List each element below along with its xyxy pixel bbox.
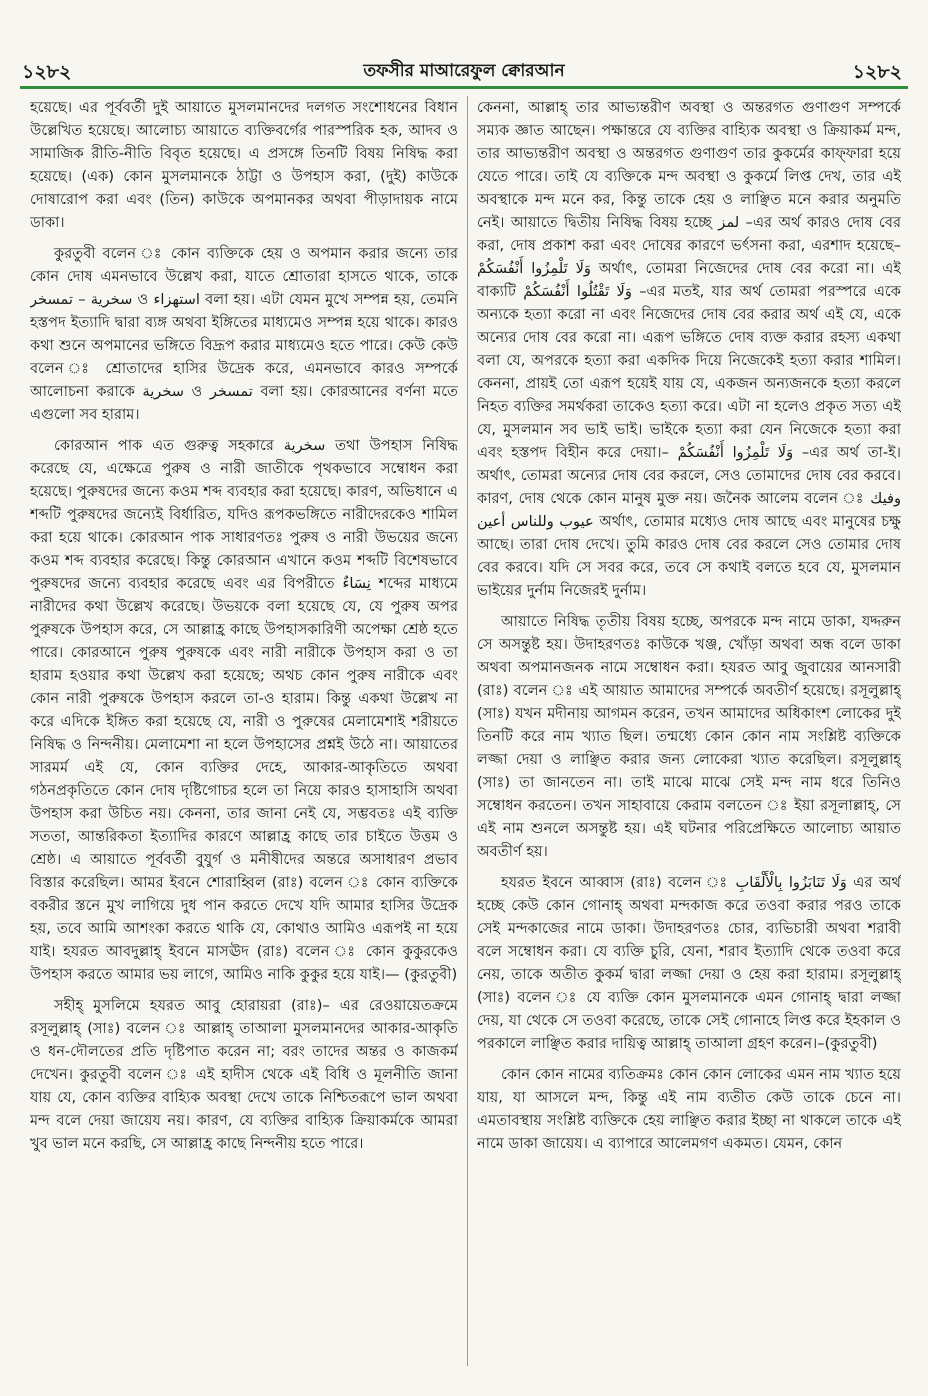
page-number-left: ১২৮২ [22, 61, 72, 83]
paragraph: আয়াতে নিষিদ্ধ তৃতীয় বিষয় হচ্ছে, অপরকে মন্দ নামে ডাকা, যদ্দরুন সে অসন্তুষ্ট হয়। উদাহরণতঃ কাউকে খঞ্জ, খোঁড়া অথবা অন্ধ বলে ডাকা অথবা অপমানজনক নামে সম্বোধন করা। হযরত আবু জুবায়ের আনসারী (রাঃ) বলেন ঃ এই আয়াত আমাদের সম্পর্কে অবতীর্ণ হয়েছে। রসূলুল্লাহ্ (সাঃ) যখন মদীনায় আগমন করেন, তখন আমাদের অধিকাংশ লোকের দুই তিনটি করে নাম খ্যাত ছিল। তন্মধ্যে কোন কোন নাম সংশ্লিষ্ট ব্যক্তিকে লজ্জা দেয়া ও লাঞ্ছিত করার জন্য লোকেরা খ্যাত করেছিল। রসূলুল্লাহ্ (সাঃ) তা জানতেন না। তাই মাঝে মাঝে সেই মন্দ নাম ধরে তিনিও সম্বোধন করতেন। তখন সাহাবায়ে কেরাম বলতেন ঃ ইয়া রসূলাল্লাহ্, সে এই নাম শুনলে অসন্তুষ্ট হয়। এই ঘটনার পরিপ্রেক্ষিতে আলোচ্য আয়াত অবতীর্ণ হয়। [477, 613, 901, 860]
paragraph: সহীহ্ মুসলিমে হযরত আবু হোরায়রা (রাঃ)– এর রেওয়ায়েতক্রমে রসূলুল্লাহ্ (সাঃ) বলেন ঃ আল্লাহ্ তাআলা মুসলমানদের আকার-আকৃতি ও ধন-দৌলতের প্রতি দৃষ্টিপাত করেন না; বরং তাদের অন্তর ও কাজকর্ম দেখেন। কুরতুবী বলেন ঃ এই হাদীস থেকে এই বিধি ও মূলনীতি জানা যায় যে, কোন ব্যক্তির বাহ্যিক অবস্থা দেখে তাকে নিশ্চিতরূপে ভাল অথবা মন্দ বলে দেয়া জায়েয নয়। কারণ, যে ব্যক্তির বাহ্যিক ক্রিয়াকর্মকে আমরা খুব ভাল মনে করছি, সে আল্লাহ্র কাছে নিন্দনীয় হতে পারে। [30, 997, 458, 1152]
right-column [477, 96, 901, 1378]
paragraph: হযরত ইবনে আব্বাস (রাঃ) বলেন ঃ وَلَا تَنَابَزُوا بِالْأَلْقَابِ এর অর্থ হচ্ছে কেউ কোন গোনাহ্ অথবা মন্দকাজ করে তওবা করার পরও তাকে সেই মন্দকাজের নামে ডাকা। উদাহরণতঃ চোর, ব্যভিচারী অথবা শরাবী বলে সম্বোধন করা। যে ব্যক্তি চুরি, যেনা, শরাব ইত্যাদি থেকে তওবা করে নেয়, তাকে অতীত কুকর্ম দ্বারা লজ্জা দেয়া ও হেয় করা হারাম। রসূলুল্লাহ্ (সাঃ) বলেন ঃ যে ব্যক্তি কোন মুসলমানকে এমন গোনাহ্ দ্বারা লজ্জা দেয়, যা থেকে সে তওবা করেছে, তাকে সেই গোনাহে লিপ্ত করে ইহকাল ও পরকালে লাঞ্ছিত করার দায়িত্ব আল্লাহ্ তাআলা গ্রহণ করেন।–(কুরতুবী) [477, 874, 901, 1052]
header-rule [20, 86, 908, 89]
left-column [30, 96, 458, 1378]
page-header [0, 0, 928, 90]
paragraph: হয়েছে। এর পূর্ববর্তী দুই আয়াতে মুসলমানদের দলগত সংশোধনের বিধান উল্লেখিত হয়েছে। আলোচ্য আয়াতে ব্যক্তিবর্গের পারস্পরিক হক, আদব ও সামাজিক রীতি-নীতি বিবৃত হয়েছে। এ প্রসঙ্গে তিনটি বিষয় নিষিদ্ধ করা হয়েছে। (এক) কোন মুসলমানকে ঠাট্টা ও উপহাস করা, (দুই) কাউকে দোষারোপ করা এবং (তিন) কাউকে অপমানকর অথবা পীড়াদায়ক নামে ডাকা। [30, 99, 458, 231]
page-number-right: ১২৮২ [852, 61, 902, 83]
paragraph: কেননা, আল্লাহ্ তার আভ্যন্তরীণ অবস্থা ও অন্তরগত গুণাগুণ সম্পর্কে সম্যক জ্ঞাত আছেন। পক্ষান্তরে যে ব্যক্তির বাহ্যিক অবস্থা ও ক্রিয়াকর্ম মন্দ, তার আভ্যন্তরীণ অবস্থা ও অন্তরগত গুণাগুণ তার কুকর্মের কাফ্ফারা হয়ে যেতে পারে। তাই যে ব্যক্তিকে মন্দ অবস্থা ও কুকর্মে লিপ্ত দেখ, তার এই অবস্থাকে মন্দ মনে কর, কিন্তু তাকে হেয় ও লাঞ্ছিত মনে করার অনুমতি নেই। আয়াতে দ্বিতীয় নিষিদ্ধ বিষয় হচ্ছে لمز –এর অর্থ কারও দোষ বের করা, দোষ প্রকাশ করা এবং দোষের কারণে ভর্ৎসনা করা, এরশাদ হয়েছে– وَلَا تَلْمِزُوا أَنْفُسَكُمْ অর্থাৎ, তোমরা নিজেদের দোষ বের করো না। এই বাক্যটি وَلَا تَقْتُلُوا أَنْفُسَكُمْ –এর মতই, যার অর্থ তোমরা পরস্পরে একে অন্যকে হত্যা করো না এবং নিজেদের দোষ বের করার অর্থ এই যে, একে অন্যের দোষ বের করো না। এরূপ ভঙ্গিতে দোষ ব্যক্ত করার রহস্য একথা বলা যে, অপরকে হত্যা করা একদিক দিয়ে নিজেকেই হত্যা করার শামিল। কেননা, প্রায়ই তো এরূপ হয়েই যায় যে, একজন অন্যজনকে হত্যা করলে নিহত ব্যক্তির সমর্থকরা তাকেও হত্যা করে। এটা না হলেও প্রকৃত সত্য এই যে, মুসলমান সব ভাই ভাই। ভাইকে হত্যা করা যেন নিজেকে হত্যা করা এবং হস্তপদ বিহীন করে দেয়া।– وَلَا تَلْمِزُوا أَنْفُسَكُمْ –এর অর্থ তা-ই। অর্থাৎ, তোমরা অন্যের দোষ বের করলে, সেও তোমাদের দোষ বের করবে। কারণ, দোষ থেকে কোন মানুষ মুক্ত নয়। জনৈক আলেম বলেন ঃ وفيك عيوب وللناس أعين অর্থাৎ, তোমার মধ্যেও দোষ আছে এবং মানুষের চক্ষু আছে। তারা দোষ দেখে। তুমি কারও দোষ বের করলে সেও তোমার দোষ বের করবে। যদি সে সবর করে, তবে সে কথাই বলতে হবে যে, মুসলমান ভাইয়ের দুর্নাম নিজেরই দুর্নাম। [477, 99, 901, 599]
paragraph: কুরতুবী বলেন ঃ কোন ব্যক্তিকে হেয় ও অপমান করার জন্যে তার কোন দোষ এমনভাবে উল্লেখ করা, যাতে শ্রোতারা হাসতে থাকে, তাকে سخرية – تمسخر ও استهزاء বলা হয়। এটা যেমন মুখে সম্পন্ন হয়, তেমনি হস্তপদ ইত্যাদি দ্বারা ব্যঙ্গ অথবা ইঙ্গিতের মাধ্যমেও সম্পন্ন হয়ে থাকে। কারও কথা শুনে অপমানের ভঙ্গিতে বিদ্রূপ করার মাধ্যমেও হতে পারে। কেউ কেউ বলেন ঃ শ্রোতাদের হাসির উদ্রেক করে, এমনভাবে কারও সম্পর্কে আলোচনা করাকে سخرية ও تمسخر বলা হয়। কোরআনের বর্ণনা মতে এগুলো সব হারাম। [30, 245, 458, 423]
running-title: তফসীর মাআরেফুল ক্বোরআন [363, 61, 565, 81]
paragraph: কোন কোন নামের ব্যতিক্রমঃ কোন কোন লোকের এমন নাম খ্যাত হয়ে যায়, যা আসলে মন্দ, কিন্তু এই নাম ব্যতীত কেউ তাকে চেনে না। এমতাবস্থায় সংশ্লিষ্ট ব্যক্তিকে হেয় লাঞ্ছিত করার ইচ্ছা না থাকলে তাকে এই নামে ডাকা জায়েয। এ ব্যাপারে আলেমগণ একমত। যেমন, কোন [477, 1066, 901, 1152]
paragraph: কোরআন পাক এত গুরুত্ব সহকারে سخرية তথা উপহাস নিষিদ্ধ করেছে যে, এক্ষেত্রে পুরুষ ও নারী জাতীকে পৃথকভাবে সম্বোধন করা হয়েছে। পুরুষদের জন্যে কওম শব্দ ব্যবহার করা হয়েছে। কারণ, অভিধানে এ শব্দটি পুরুষদের জন্যেই বির্ধারিত, যদিও রূপকভঙ্গিতে নারীদেরকেও শামিল করা হয়ে থাকে। কোরআন পাক সাধারণতঃ পুরুষ ও নারী উভয়ের জন্যে কওম শব্দ ব্যবহার করেছে। কিন্তু কোরআন এখানে কওম শব্দটি বিশেষভাবে পুরুষদের জন্যে ব্যবহার করেছে এবং এর বিপরীতে نِسَاءٌ শব্দের মাধ্যমে নারীদের কথা উল্লেখ করেছে। উভয়কে বলা হয়েছে যে, যে পুরুষ অপর পুরুষকে উপহাস করে, সে আল্লাহ্র কাছে উপহাসকারিণী অপেক্ষা শ্রেষ্ঠ হতে পারে। কোরআনে পুরুষ পুরুষকে এবং নারী নারীকে উপহাস করা ও তা হারাম হওয়ার কথা উল্লেখ করা হয়েছে; অথচ কোন পুরুষ নারীকে এবং কোন নারী পুরুষকে উপহাস করলে তা-ও হারাম। কিন্তু একথা উল্লেখ না করে এদিকে ইঙ্গিত করা হয়েছে যে, নারী ও পুরুষের মেলামেশাই শরীয়তে নিষিদ্ধ ও নিন্দনীয়। মেলামেশা না হলে উপহাসের প্রশ্নই উঠে না। আয়াতের সারমর্ম এই যে, কোন ব্যক্তির দেহে, আকার-আকৃতিতে অথবা গঠনপ্রকৃতিতে কোন দোষ দৃষ্টিগোচর হলে তা নিয়ে কারও হাসাহাসি অথবা উপহাস করা উচিত নয়। কেননা, তার জানা নেই যে, সম্ভবতঃ এই ব্যক্তি সততা, আন্তরিকতা ইত্যাদির কারণে আল্লাহ্র কাছে তার চাইতে উত্তম ও শ্রেষ্ঠ। এ আয়াতে পূর্ববর্তী বুযুর্গ ও মনীষীদের অন্তরে অসাধারণ প্রভাব বিস্তার করেছিল। আমর ইবনে শোরাহ্বিল (রাঃ) বলেন ঃ কোন ব্যক্তিকে বকরীর স্তনে মুখ লাগিয়ে দুধ পান করতে দেখে যদি আমার হাসির উদ্রেক হয়, তবে আমি আশংকা করতে থাকি যে, কোথাও আমিও এরূপই না হয়ে যাই। হযরত আবদুল্লাহ্ ইবনে মাসঊদ (রাঃ) বলেন ঃ কোন কুকুরকেও উপহাস করতে আমার ভয় লাগে, আমিও নাকি কুকুর হয়ে যাই।— (কুরতুবী) [30, 437, 458, 983]
column-divider [467, 96, 468, 1366]
